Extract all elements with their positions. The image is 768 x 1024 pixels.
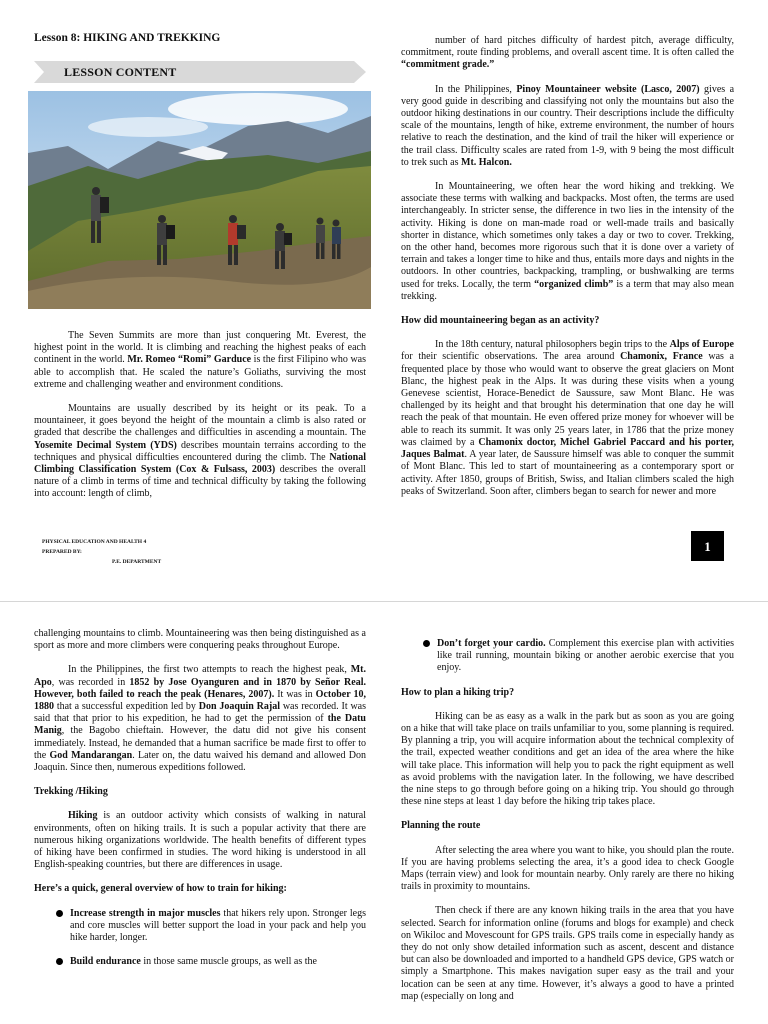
bold-text: Chamonix doctor, Michel Gabriel Paccard and his porter, Jaques Balmat — [401, 436, 735, 461]
list-item — [34, 908, 366, 945]
bullet-icon — [56, 958, 63, 965]
bullet-icon — [56, 910, 63, 917]
text-run: It was in — [274, 688, 316, 700]
section-heading: Planning the route — [401, 820, 481, 832]
list-item — [401, 638, 734, 675]
bold-text: Chamonix, France — [620, 351, 703, 363]
text-run: is a term that may also mean trekking. — [401, 278, 734, 302]
bold-text: Alps of Europe — [669, 339, 734, 351]
text-run: is the first Filipino who was able to accomplish that. He scaled the nature’s Goliaths, surviving the most extreme and challenging weather and environment conditions. — [34, 354, 366, 390]
text-run: that a successful expedition led by — [54, 701, 199, 713]
text-run: describes mountain terrains according to the techniques and physical difficulties encountered during the climb. The — [34, 439, 366, 463]
bold-text: Increase strength in major muscles — [70, 907, 221, 919]
bold-text: Don’t forget your cardio. — [437, 638, 546, 649]
text-run: , the Bagobo chieftain. However, the datu did not give his consent immediately. Instead, he demanded that a human sacrifice be made first to offer to the — [34, 725, 366, 761]
text-run: The Seven Summits are more than just conquering Mt. Everest, the highest point in the world. It is climbing and reaching the highest peaks of each continent in the world. — [34, 330, 366, 366]
text-run: for their scientific observations. The area around — [401, 351, 621, 363]
bold-text: Build endurance — [70, 956, 141, 968]
section-heading: Trekking /Hiking — [34, 786, 108, 798]
paragraph — [401, 84, 734, 169]
paragraph — [401, 339, 734, 498]
text-run: describes the overall nature of a climb in terms of time and technical difficulty by taking the following into account: length of climb, — [34, 464, 366, 500]
text-run: Mountains are usually described by its height or its peak. To a mountaineer, it goes beyond the height of the mountain a climb is also rated or graded that describe the challenges and difficulties in ascending a mountain. The — [34, 403, 366, 439]
bold-text: Hiking — [68, 810, 98, 822]
bold-text: “commitment grade.” — [401, 59, 495, 71]
text-run: In Mountaineering, we often hear the word hiking and trekking. We associate these terms with walking and backpacks. Most often, the terms are used interchangeably. In stricter sense, the difference in two lies in the intensity of the activity. Hiking is done on man-made road or well-made trails and basically shorter in distance, which sometimes only takes a day or two to cover. Trekking, on the other hand, becomes more rigorous such that it is done over a variety of terrain and takes a longer time to hike and thus, entails more days and nights in the outdoors. In other countries, backpacking, trampling, or bushwalking are terms used for treks. Locally, the term — [401, 181, 734, 290]
section-heading: How did mountaineering began as an activity? — [401, 315, 600, 327]
text-run: In the 18th century, natural philosophers begin trips to the — [435, 339, 670, 351]
bullet-icon — [423, 640, 430, 647]
bullet-list — [401, 638, 734, 675]
text-run: was a frequented place by those who would want to observe the great glaciers on Mont Blanc, the highest peak in the Alps. It was during these visits when a young Genevese scientist, Horace-Benedict de Saussure, saw Mont Blanc. He was challenged by its height and that brought his determination that one day he will reach the peak of that mountain. He even offered prize money for whoever will be able to reach its summit. It was only 25 years later, in 1786 that the prize money was claimed by a — [401, 351, 734, 448]
page1-right-column — [401, 35, 734, 510]
bold-text: Yosemite Decimal System (YDS) — [34, 439, 177, 451]
bold-text: National Climbing Classification System (Cox & Fulsass, 2003) — [34, 451, 366, 476]
text-run: gives a very good guide in describing and classifying not only the mountains but also the outdoor hiking destinations in our country. Their descriptions include the difficulty scale of the mountains, length of hike, extreme environment, the number of hours relative to reach the destination, and the kind of trail the hiker will experience or the trail class. Difficulty scales are rated from 1-9, with 9 being the most difficult to trek such as — [401, 83, 735, 168]
paragraph — [401, 905, 734, 1003]
bold-text: Mt. Halcon. — [461, 156, 512, 168]
text-run: is an outdoor activity which consists of walking in natural environments, often on hiking trails. It is such a popular activity that there are numerous hiking organizations worldwide. The health benefits of different types of hiking have been confirmed in studies. The word hiking is understood in all English-speaking countries, but there are differences in usage. — [34, 810, 366, 871]
text-run: Hiking can be as easy as a walk in the park but as soon as you are going on a hike that will take place on trails unfamiliar to you, some planning is required. By planning a trip, you will acquire information about the technical complexity of the trail, expected weather conditions and get an idea of the area where the hike will take place. This information will help you to pack the right equipment as well as avoid problems with the navigation later. In the following, we have described the nine steps to go through before going on a hiking trip. You should go through these nine steps at least 1 day before the hiking trip takes place. — [401, 710, 734, 808]
text-run: After selecting the area where you want to hike, you should plan the route. If you are having problems selecting the area, it’s a good idea to check Google Maps (terrain view) and look for mountain nearby. Only rarely are there no hiking trails in proximity to mountains. — [401, 844, 734, 893]
text-run: . Later on, the datu waived his demand and allowed Don Joaquin. Since then, numerous expeditions followed. — [34, 749, 367, 774]
paragraph — [401, 181, 734, 303]
banner-label: LESSON CONTENT — [64, 65, 177, 79]
paragraph — [34, 810, 366, 871]
paragraph — [401, 711, 734, 809]
paragraph — [401, 845, 734, 894]
text-run: Then check if there are any known hiking trails in the area that you have selected. Search for information online (forums and blogs for example) and check on Wikiloc and Movescount for GPS trails. GPS trails come in especially handy as they do not only show detailed information such as ascent, descent and distance but can also be downloaded and imported to a handheld GPS device, GPS watch or simply a Smartphone. This makes navigation super easy as the trail and your location can be seen at any time. However, it’s always a good to have a printed map (especially on long and — [401, 905, 734, 1002]
footer-department: P.E. DEPARTMENT — [112, 559, 162, 565]
text-run: number of hard pitches difficulty of hardest pitch, average difficulty, commitment, route finding problems, and overall ascent time. It is often called the — [401, 35, 734, 59]
paragraph — [34, 628, 366, 652]
page-2 — [0, 610, 768, 1024]
list-item — [34, 956, 366, 968]
text-run: in those same muscle groups, as well as the — [140, 956, 317, 968]
page2-right-column — [401, 638, 734, 1015]
bold-text: October 10, 1880 — [34, 688, 366, 713]
page-divider — [0, 601, 768, 602]
lesson-title: Lesson 8: HIKING AND TREKKING — [34, 32, 221, 44]
footer-prepared-by: PREPARED BY: — [42, 549, 82, 555]
bullet-list — [34, 908, 366, 969]
text-run: , was recorded in — [51, 676, 130, 688]
bold-text: Mr. Romeo “Romi” Garduce — [127, 354, 252, 366]
hikers-photo — [28, 91, 371, 309]
bold-text: 1852 by Jose Oyanguren and in 1870 by Señor Real. However, both failed to reach the peak (Henares, 2007). — [34, 676, 366, 700]
text-run: was recorded. It was said that that prior to his expedition, he had to get the permission of — [34, 701, 366, 725]
text-run: Complement this exercise plan with activities like trail running, mountain biking or another aerobic exercise that you enjoy. — [437, 638, 734, 674]
bold-text: Pinoy Mountaineer website (Lasco, 2007) — [516, 83, 700, 95]
paragraph — [34, 330, 366, 391]
bold-text: Don Joaquin Rajal — [198, 701, 280, 713]
page2-left-column — [34, 628, 366, 980]
paragraph — [34, 664, 366, 774]
page1-left-column — [34, 330, 366, 513]
bold-text: Mt. Apo — [34, 664, 366, 688]
section-heading: How to plan a hiking trip? — [401, 686, 515, 698]
text-run: . A year later, de Saussure himself was able to conquer the summit of Mont Blanc. This led to start of mountaineering as a contemporary sport or activity. After 1850, groups of British, Swiss, and Italian climbers scaled the high peaks of Switzerland. Soon after, climbers began to search for newer and more — [401, 449, 734, 497]
paragraph — [401, 35, 734, 72]
bold-text: God Mandarangan — [49, 749, 133, 761]
paragraph — [34, 403, 366, 501]
bold-text: “organized climb” — [534, 278, 614, 290]
footer-course: PHYSICAL EDUCATION AND HEALTH 4 — [42, 539, 147, 545]
text-run: In the Philippines, the first two attempts to reach the highest peak, — [68, 664, 351, 676]
page-number-badge: 1 — [691, 531, 724, 561]
bold-text: the Datu Manig — [34, 713, 366, 737]
section-heading: Here’s a quick, general overview of how to train for hiking: — [34, 883, 287, 895]
text-run: In the Philippines, — [435, 83, 517, 95]
lesson-content-banner — [34, 61, 366, 83]
text-run: challenging mountains to climb. Mountaineering was then being distinguished as a sport as more and more climbers were conquering peaks throughout Europe. — [34, 628, 366, 652]
text-run: that hikers rely upon. Stronger legs and core muscles will better support the load in your pack and help you hike harder, longer. — [70, 907, 366, 944]
page-footer — [42, 537, 161, 567]
